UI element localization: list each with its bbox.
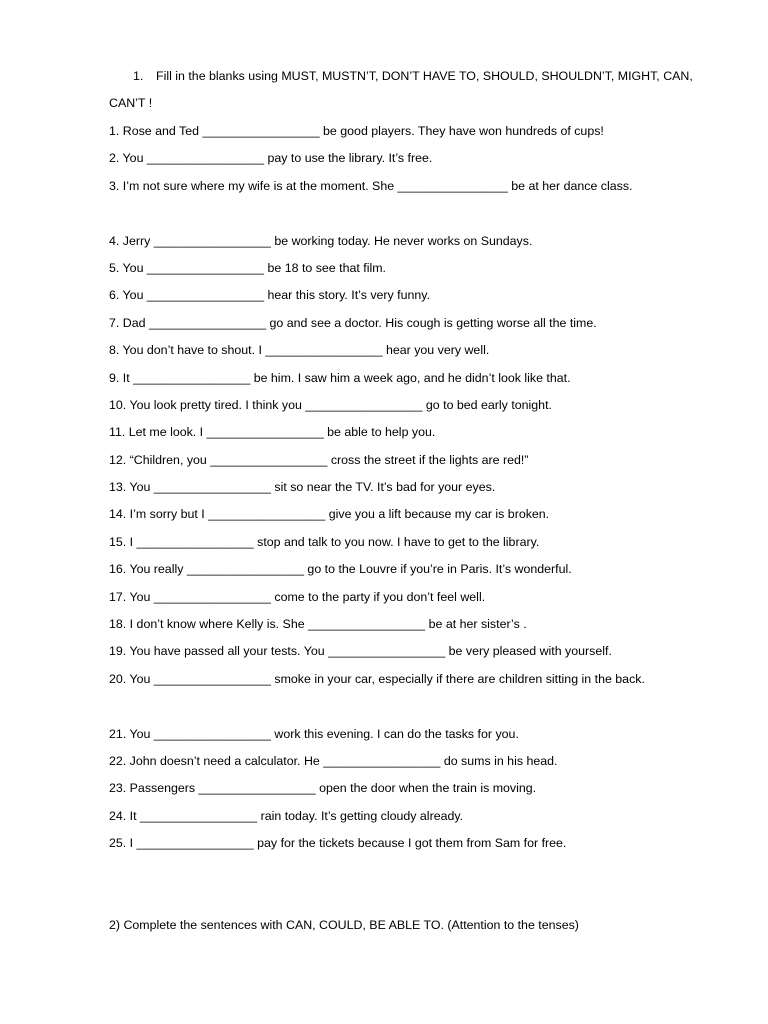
exercise-item: 1. Rose and Ted _________________ be good players. They have won hundreds of cups! (109, 124, 604, 138)
heading-number: 1. (133, 69, 144, 83)
exercise-item: 24. It _________________ rain today. It’s getting cloudy already. (109, 808, 464, 823)
heading-instruction: Fill in the blanks using MUST, MUSTN’T, DON’T HAVE TO, SHOULD, SHOULDN’T, MIGHT, CAN, (156, 69, 693, 83)
exercise-item: 13. You _________________ sit so near the TV. It’s bad for your eyes. (109, 480, 496, 495)
exercise-item: 4. Jerry _________________ be working today. He never works on Sundays. (109, 233, 533, 248)
exercise-item: 18. I don’t know where Kelly is. She _________________ be at her sister’s . (109, 617, 527, 632)
exercise-item: 9. It _________________ be him. I saw him a week ago, and he didn’t look like that. (109, 370, 571, 385)
exercise-item: 20. You _________________ smoke in your car, especially if there are children sitting in the back. (109, 671, 645, 686)
exercise-item: 19. You have passed all your tests. You _________________ be very pleased with yourself. (109, 644, 612, 659)
exercise-item: 8. You don’t have to shout. I _________________ hear you very well. (109, 343, 490, 358)
exercise-item: 15. I _________________ stop and talk to you now. I have to get to the library. (109, 534, 540, 549)
exercise-item: 2. You _________________ pay to use the library. It’s free. (109, 151, 433, 166)
exercise-item: 25. I _________________ pay for the tickets because I got them from Sam for free. (109, 836, 567, 851)
exercise-item: 23. Passengers _________________ open the door when the train is moving. (109, 781, 537, 796)
exercise-item: 10. You look pretty tired. I think you _________________ go to bed early tonight. (109, 397, 552, 412)
exercise-list (109, 124, 669, 864)
exercise-item: 3. I’m not sure where my wife is at the moment. She ________________ be at her dance class. (109, 178, 633, 193)
exercise-item: 22. John doesn’t need a calculator. He _________________ do sums in his head. (109, 754, 558, 769)
exercise-item: 7. Dad _________________ go and see a doctor. His cough is getting worse all the time. (109, 315, 597, 330)
exercise-item: 6. You _________________ hear this story. It’s very funny. (109, 288, 431, 303)
exercise-item: 11. Let me look. I _________________ be able to help you. (109, 425, 436, 440)
exercise-item: 21. You _________________ work this evening. I can do the tasks for you. (109, 726, 519, 741)
heading-instruction-continued: CAN’T ! (109, 96, 153, 110)
exercise-item: 14. I’m sorry but I _________________ give you a lift because my car is broken. (109, 507, 550, 522)
exercise-2-heading: 2) Complete the sentences with CAN, COULD, BE ABLE TO. (Attention to the tenses) (109, 918, 579, 932)
exercise-item: 12. “Children, you _________________ cross the street if the lights are red!” (109, 452, 529, 467)
exercise-item: 5. You _________________ be 18 to see that film. (109, 260, 386, 275)
exercise-item: 16. You really _________________ go to the Louvre if you’re in Paris. It’s wonderful. (109, 562, 572, 577)
exercise-1-heading (133, 69, 693, 83)
exercise-item: 17. You _________________ come to the party if you don’t feel well. (109, 589, 486, 604)
